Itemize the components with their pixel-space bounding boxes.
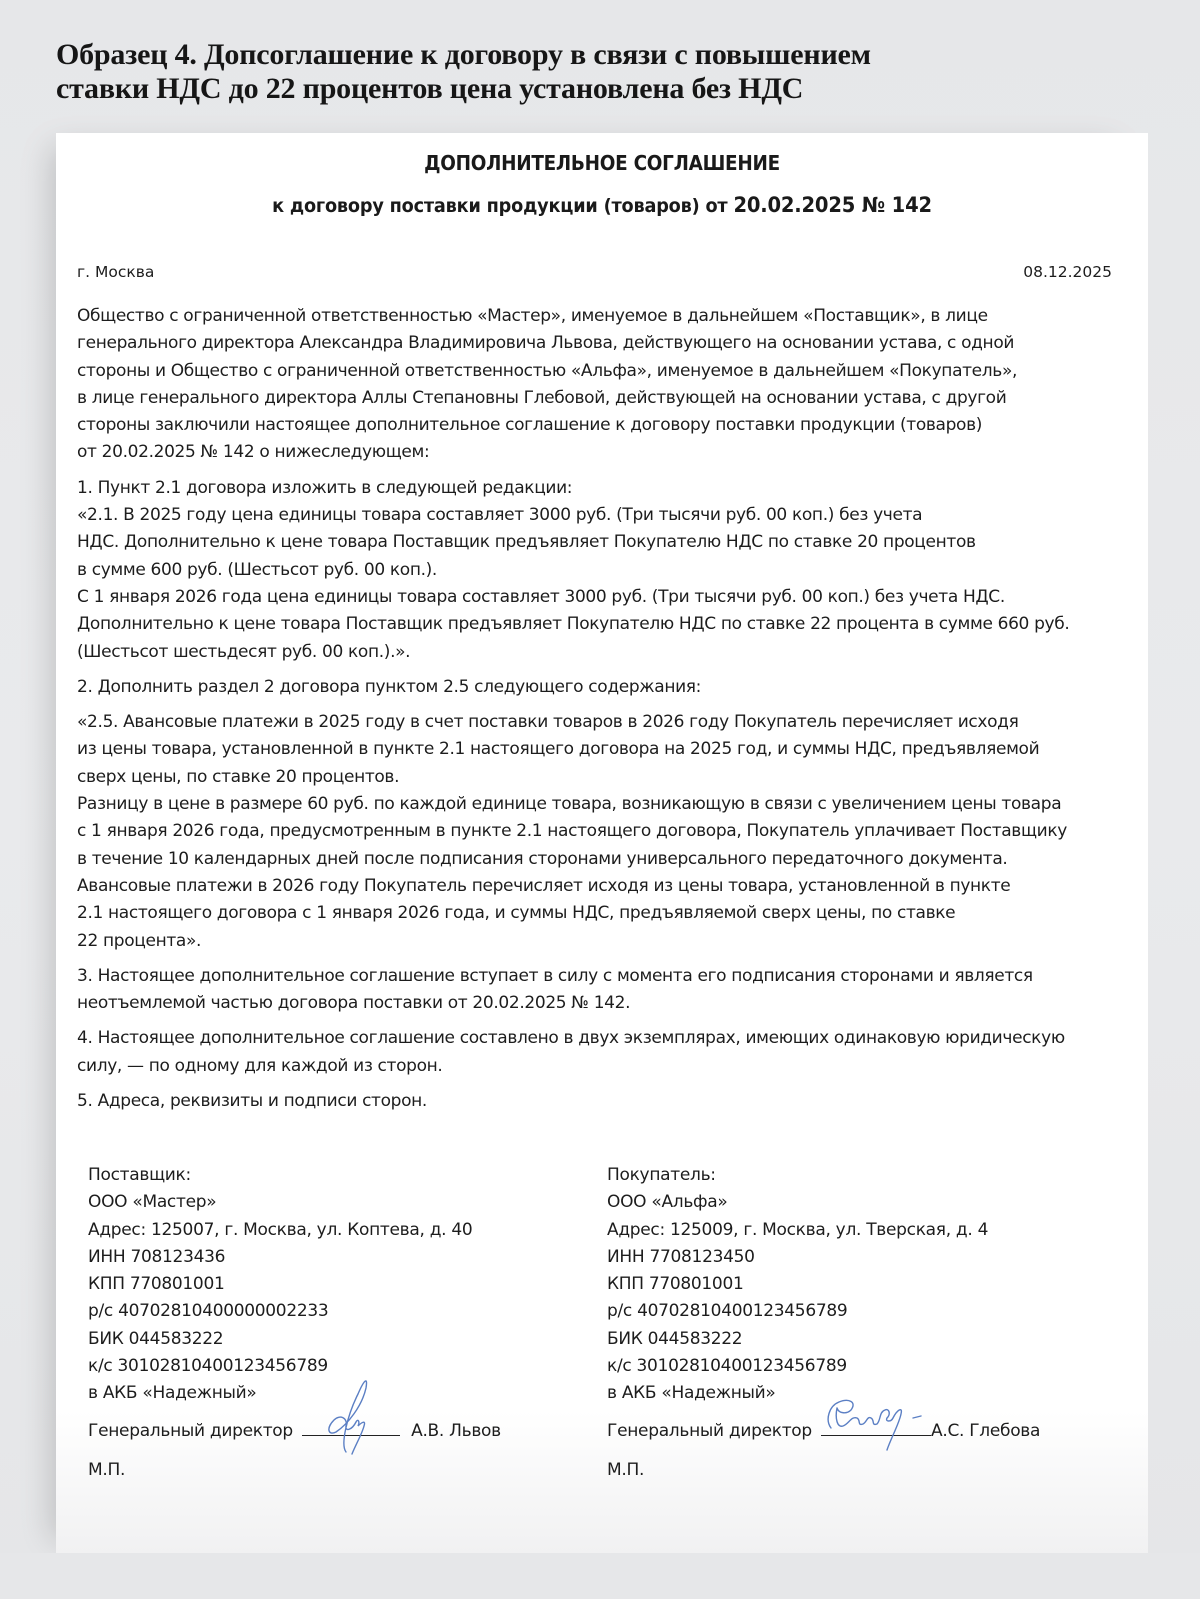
text-line: «2.5. Авансовые платежи в 2025 году в счет поставки товаров в 2026 году Покупатель перечисляет исходя xyxy=(77,712,1019,733)
document-city: г. Москва xyxy=(77,263,155,281)
buyer-signature-line xyxy=(821,1418,931,1436)
buyer-address: Адрес: 125009, г. Москва, ул. Тверская, д. 4 xyxy=(607,1219,989,1240)
supplier-account: р/с 40702810400000002233 xyxy=(88,1301,329,1322)
text-line: из цены товара, установленной в пункте 2.1 настоящего договора на 2025 год, и суммы НДС, предъявляемой xyxy=(77,739,1040,760)
text-line: генерального директора Александра Владимировича Львова, действующего на основании устава, с одной xyxy=(77,333,1015,354)
sample-title-line-2: ставки НДС до 22 процентов цена установлена без НДС xyxy=(56,72,804,105)
text-line: в течение 10 календарных дней после подписания сторонами универсального передаточного документа. xyxy=(77,848,1008,869)
text-line: 22 процента». xyxy=(77,930,202,951)
supplier-kpp: КПП 770801001 xyxy=(88,1274,225,1295)
supplier-bank: в АКБ «Надежный» xyxy=(88,1383,257,1404)
supplier-inn: ИНН 708123436 xyxy=(88,1246,226,1267)
document-page xyxy=(56,133,1148,1553)
contract-number: 20.02.2025 № 142 xyxy=(733,193,932,217)
supplier-stamp-place: М.П. xyxy=(88,1459,126,1480)
buyer-stamp-place: М.П. xyxy=(607,1459,645,1480)
supplier-signature-line xyxy=(302,1418,400,1436)
text-line: 5. Адреса, реквизиты и подписи сторон. xyxy=(77,1091,427,1112)
supplier-name: ООО «Мастер» xyxy=(88,1192,217,1213)
supplier-address: Адрес: 125007, г. Москва, ул. Коптева, д. 40 xyxy=(88,1219,473,1240)
text-line: Авансовые платежи в 2026 году Покупатель перечисляет исходя из цены товара, установленной в пункте xyxy=(77,875,1011,896)
buyer-role: Покупатель: xyxy=(607,1165,716,1185)
clause-4 xyxy=(77,1025,1137,1080)
text-line: 4. Настоящее дополнительное соглашение составлено в двух экземплярах, имеющих одинаковую юридическую xyxy=(77,1028,1065,1049)
buyer-signatory-name: А.С. Глебова xyxy=(931,1420,1041,1441)
text-line: 1. Пункт 2.1 договора изложить в следующей редакции: xyxy=(77,477,573,498)
text-line: С 1 января 2026 года цена единицы товара составляет 3000 руб. (Три тысячи руб. 00 коп.) без учета НДС. xyxy=(77,586,1005,607)
text-line: стороны заключили настоящее дополнительное соглашение к договору поставки продукции (товаров) xyxy=(77,415,983,436)
clause-2 xyxy=(77,709,1137,955)
buyer-bik: БИК 044583222 xyxy=(607,1328,743,1349)
text-line: 2. Дополнить раздел 2 договора пунктом 2.5 следующего содержания: xyxy=(77,676,702,697)
text-line: 3. Настоящее дополнительное соглашение вступает в силу с момента его подписания сторонами и является xyxy=(77,965,1033,986)
text-line: стороны и Общество с ограниченной ответственностью «Альфа», именуемое в дальнейшем «Покупатель», xyxy=(77,360,1018,381)
buyer-signature-row xyxy=(607,1418,1107,1445)
document-body xyxy=(77,303,1137,1115)
document-title: ДОПОЛНИТЕЛЬНОЕ СОГЛАШЕНИЕ xyxy=(424,151,780,175)
buyer-name: ООО «Альфа» xyxy=(607,1192,728,1213)
text-line: (Шестьсот шестьдесят руб. 00 коп.).». xyxy=(77,641,411,662)
buyer-inn: ИНН 7708123450 xyxy=(607,1246,755,1267)
supplier-signature-row xyxy=(88,1418,588,1445)
text-line: НДС. Дополнительно к цене товара Поставщик предъявляет Покупателю НДС по ставке 20 процентов xyxy=(77,532,976,553)
buyer-signatory-title: Генеральный директор xyxy=(607,1420,812,1441)
preamble-paragraph xyxy=(77,303,1137,467)
clause-3 xyxy=(77,963,1137,1018)
sample-title xyxy=(56,38,1156,106)
text-line: в лице генерального директора Аллы Степановны Глебовой, действующей на основании устава, с другой xyxy=(77,387,1007,408)
buyer-account: р/с 40702810400123456789 xyxy=(607,1301,848,1322)
buyer-bank: в АКБ «Надежный» xyxy=(607,1383,776,1404)
sample-title-line-1: Образец 4. Допсоглашение к договору в связи с повышением xyxy=(56,38,871,71)
buyer-block xyxy=(607,1162,1107,1484)
supplier-signatory-name: А.В. Львов xyxy=(411,1420,501,1441)
supplier-bik: БИК 044583222 xyxy=(88,1328,224,1349)
text-line: от 20.02.2025 № 142 о нижеследующем: xyxy=(77,442,430,463)
text-line: с 1 января 2026 года, предусмотренным в пункте 2.1 настоящего договора, Покупатель уплачивает Поставщику xyxy=(77,821,1067,842)
supplier-corr-account: к/с 30102810400123456789 xyxy=(88,1356,328,1377)
clause-2-intro xyxy=(77,674,1137,701)
text-line: Общество с ограниченной ответственностью «Мастер», именуемое в дальнейшем «Поставщик», в лице xyxy=(77,306,988,326)
buyer-kpp: КПП 770801001 xyxy=(607,1274,744,1295)
text-line: силу, — по одному для каждой из сторон. xyxy=(77,1055,443,1076)
supplier-role: Поставщик: xyxy=(88,1165,191,1185)
document-subtitle xyxy=(94,193,1110,217)
clause-5 xyxy=(77,1088,1137,1115)
clause-1 xyxy=(77,475,1137,666)
text-line: сверх цены, по ставке 20 процентов. xyxy=(77,766,400,787)
text-line: 2.1 настоящего договора с 1 января 2026 года, и суммы НДС, предъявляемой сверх цены, по ставке xyxy=(77,903,956,924)
text-line: в сумме 600 руб. (Шестьсот руб. 00 коп.). xyxy=(77,559,437,580)
document-subtitle-text: к договору поставки продукции (товаров) от xyxy=(272,195,734,217)
text-line: неотъемлемой частью договора поставки от 20.02.2025 № 142. xyxy=(77,993,631,1014)
buyer-corr-account: к/с 30102810400123456789 xyxy=(607,1356,847,1377)
supplier-block xyxy=(88,1162,588,1484)
document-date: 08.12.2025 xyxy=(1023,263,1112,281)
text-line: «2.1. В 2025 году цена единицы товара составляет 3000 руб. (Три тысячи руб. 00 коп.) без учета xyxy=(77,505,923,526)
background-band xyxy=(0,1553,1200,1599)
text-line: Дополнительно к цене товара Поставщик предъявляет Покупателю НДС по ставке 22 процента в сумме 660 руб. xyxy=(77,614,1070,635)
supplier-signatory-title: Генеральный директор xyxy=(88,1420,293,1441)
text-line: Разницу в цене в размере 60 руб. по каждой единице товара, возникающую в связи с увеличением цены товара xyxy=(77,794,1062,815)
